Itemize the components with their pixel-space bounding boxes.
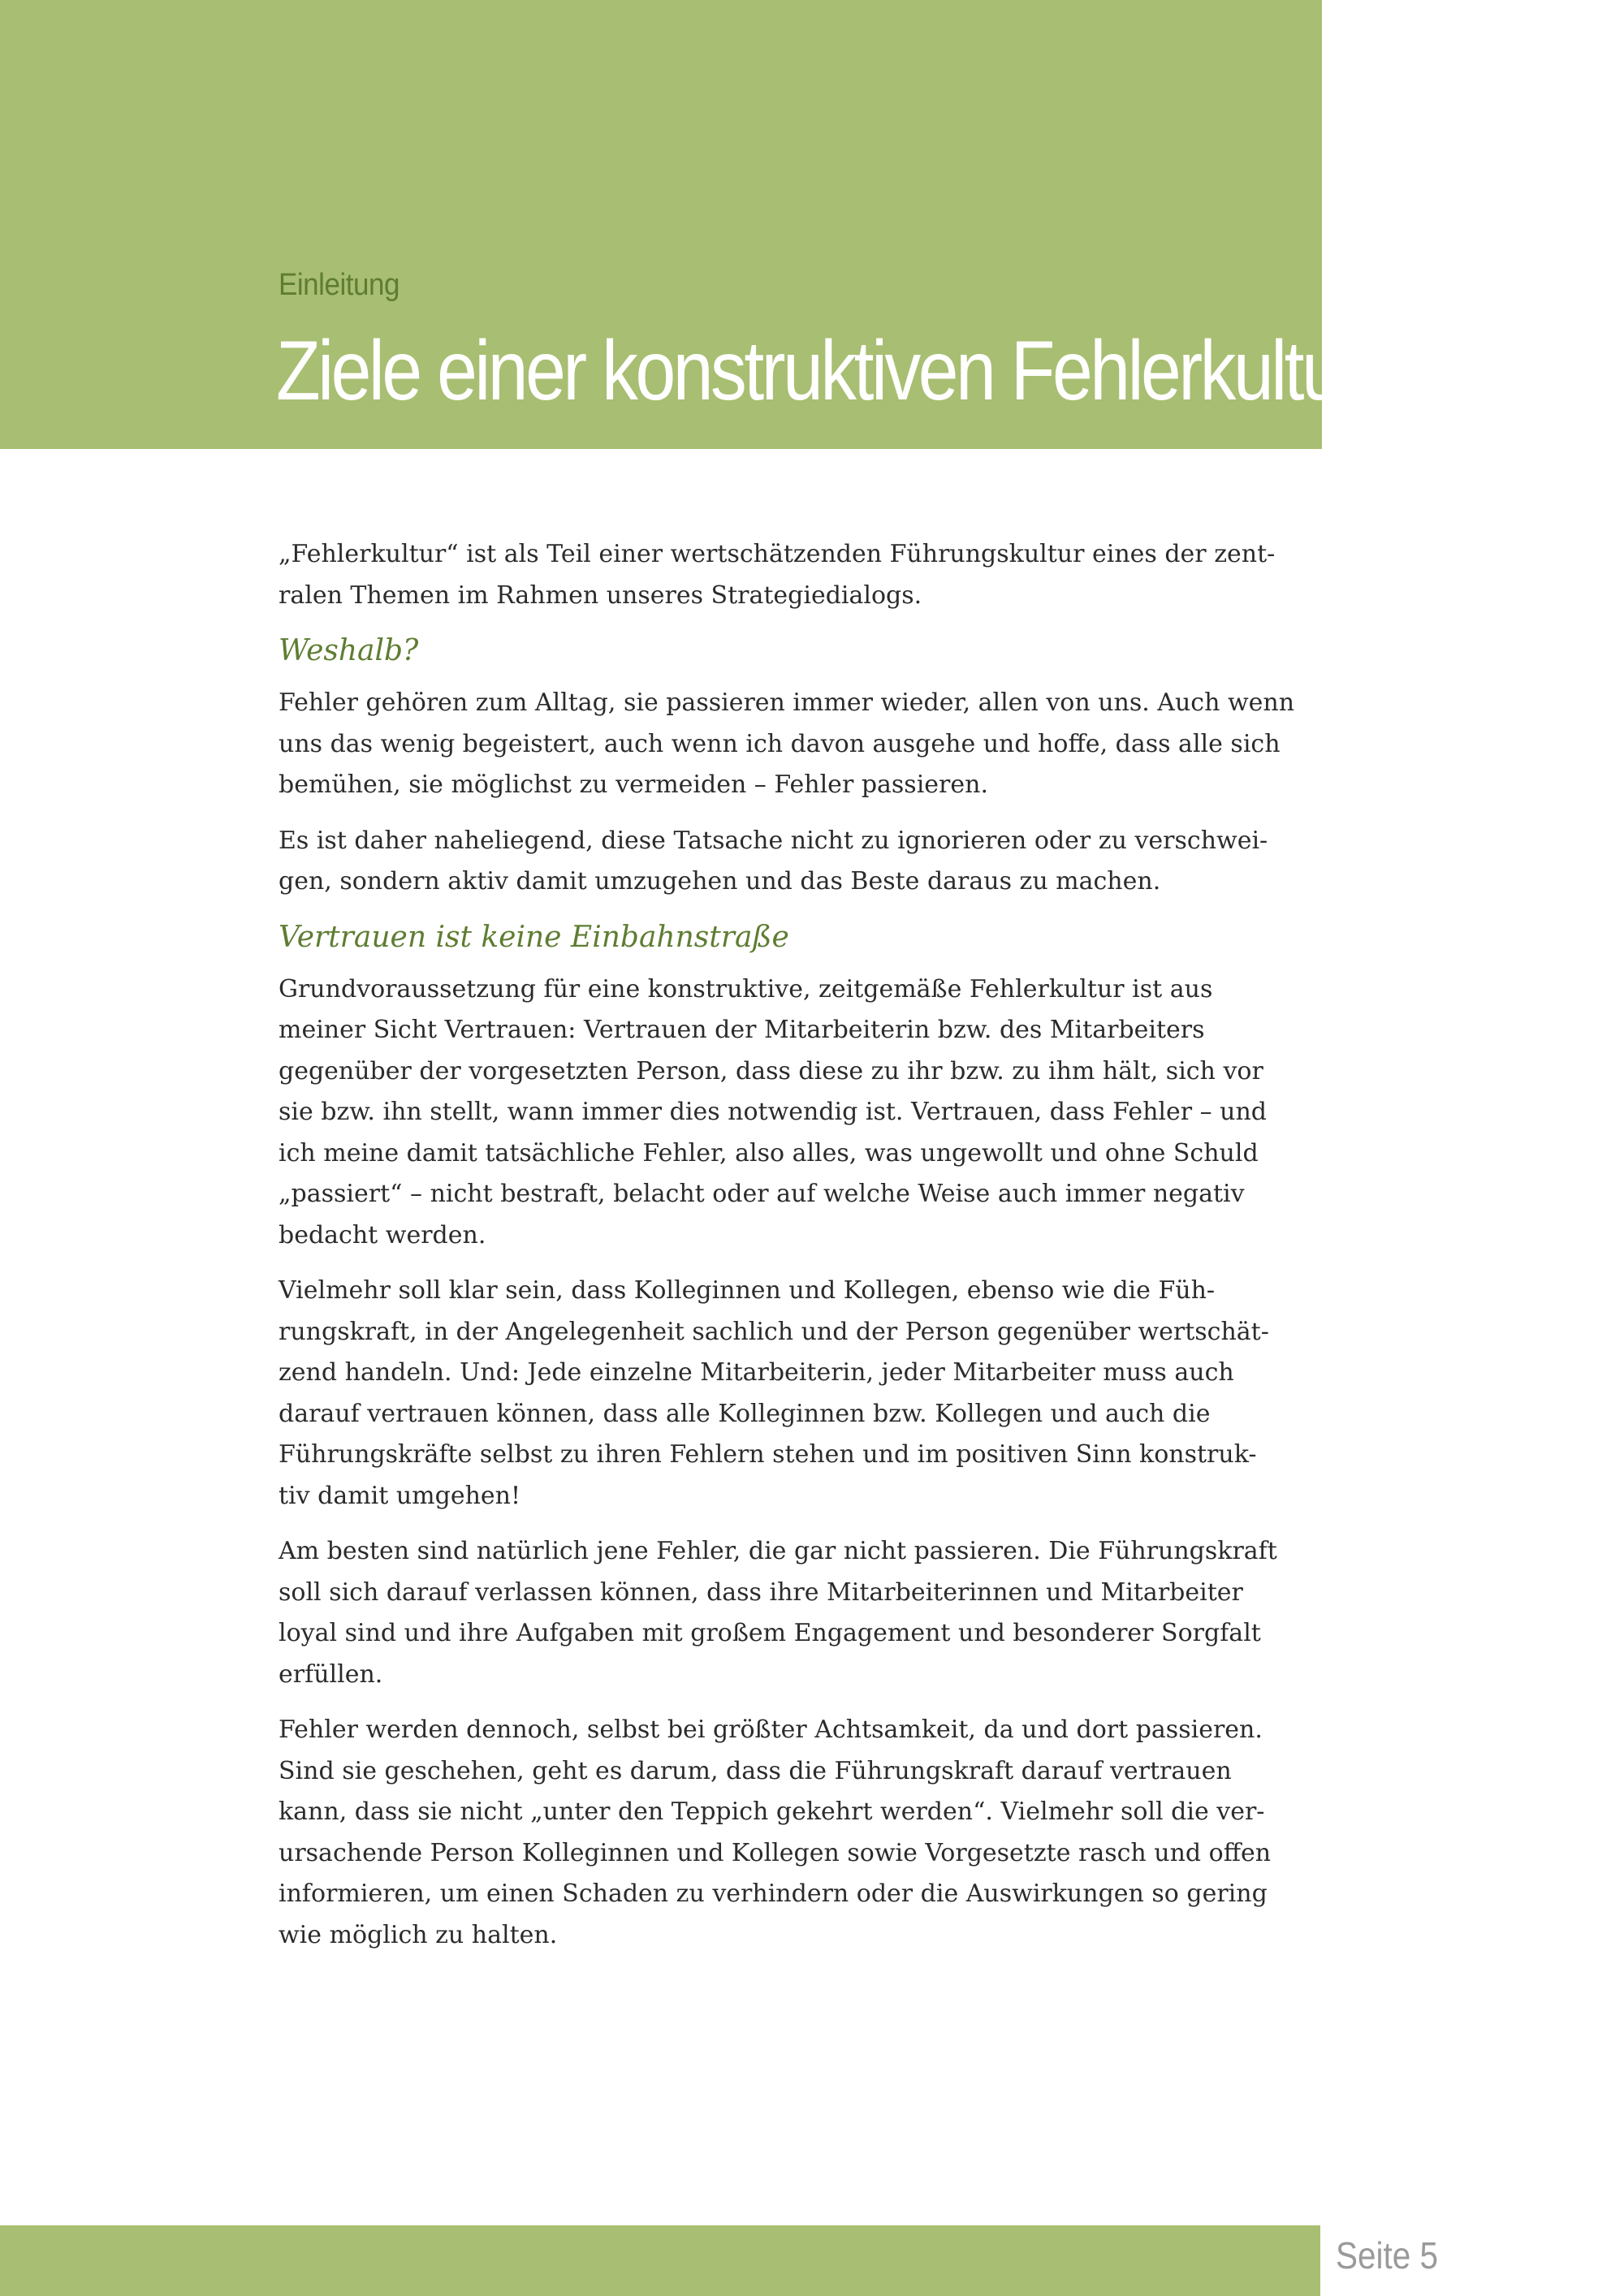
page-title: Ziele einer konstruktiven Fehlerkultur <box>276 324 1361 418</box>
paragraph-6: Fehler werden dennoch, selbst bei größter Achtsamkeit, da und dort passieren. Sind sie geschehen, geht es darum, dass die Führungskraft darauf vertrauen kann, dass sie nicht „unter den Teppich gekehrt werden“. Vielmehr soll die ver- ursachende Person Kolleginnen und Kollegen sowie Vorgesetzte rasch und offen informieren, um einen Schaden zu verhindern oder die Auswirkungen so gering wie möglich zu halten. <box>279 1716 1272 1949</box>
header-band <box>0 0 1361 449</box>
subheading-vertrauen: Vertrauen ist keine Einbahnstraße <box>279 920 789 954</box>
paragraph-4: Vielmehr soll klar sein, dass Kolleginnen und Kollegen, ebenso wie die Füh- rungskraft, in der Angelegenheit sachlich und der Person gegenüber wertschät- zend handeln. Und: Jede einzelne Mitarbeiterin, jeder Mitarbeiter muss auch darauf vertrauen können, dass alle Kolleginnen bzw. Kollegen und auch die Führungskräfte selbst zu ihren Fehlern stehen und im positiven Sinn konstruk- tiv damit umgehen! <box>279 1276 1269 1510</box>
paragraph-3: Grundvoraussetzung für eine konstruktive, zeitgemäße Fehlerkultur ist aus meiner Sicht Vertrauen: Vertrauen der Mitarbeiterin bzw. des Mitarbeiters gegenüber der vorgesetzten Person, dass diese zu ihr bzw. zu ihm hält, sich vor sie bzw. ihn stellt, wann immer dies notwendig ist. Vertrauen, dass Fehler – und ich meine damit tatsächliche Fehler, also alles, was ungewollt und ohne Schuld „passiert“ – nicht bestraft, belacht oder auf welche Weise auch immer negativ bedacht werden. <box>279 974 1268 1249</box>
paragraph-5: Am besten sind natürlich jene Fehler, die gar nicht passieren. Die Führungskraft soll sich darauf verlassen können, dass ihre Mitarbeiterinnen und Mitarbeiter loyal sind und ihre Aufgaben mit großem Engagement und besonderer Sorgfalt erfüllen. <box>279 1537 1277 1689</box>
paragraph-2: Es ist daher naheliegend, diese Tatsache nicht zu ignorieren oder zu verschwei- gen, sondern aktiv damit umzugehen und das Beste daraus zu machen. <box>279 826 1268 896</box>
footer-band <box>0 2225 1320 2296</box>
intro-paragraph: „Fehlerkultur“ ist als Teil einer wertschätzenden Führungskultur eines der zent- ralen Themen im Rahmen unseres Strategiedialogs. <box>279 540 1276 610</box>
page-number: Seite 5 <box>1336 2234 1439 2277</box>
subheading-weshalb: Weshalb? <box>279 634 419 667</box>
section-label: Einleitung <box>279 268 400 302</box>
paragraph-1: Fehler gehören zum Alltag, sie passieren immer wieder, allen von uns. Auch wenn uns das wenig begeistert, auch wenn ich davon ausgehe und hoffe, dass alle sich bemühen, sie möglichst zu vermeiden – Fehler passieren. <box>279 688 1295 799</box>
body-content <box>279 534 1334 1970</box>
